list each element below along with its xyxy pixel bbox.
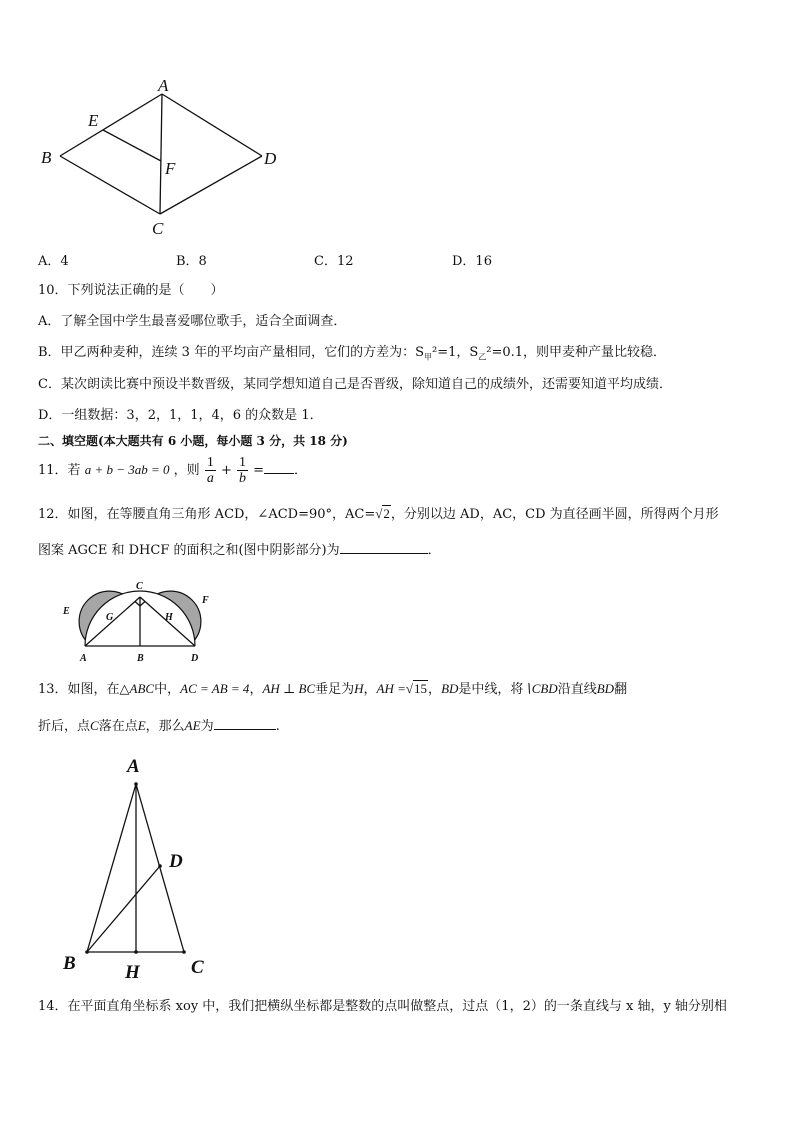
q9-choice-c: C．12 — [314, 254, 354, 269]
label-b: B — [41, 148, 52, 167]
q13-line-1: 13．如图，在△ABC中，AC = AB = 4，AH ⊥ BC垂足为H，AH =√15，BD是中线，将∖CBD沿直线BD翻 — [38, 681, 628, 697]
label-c: C — [136, 581, 143, 592]
edge-bc — [60, 156, 160, 214]
label-a: A — [80, 653, 87, 664]
q12-line-2: 图案 AGCE 和 DHCF 的面积之和(图中阴影部分)为 ． — [38, 543, 441, 558]
label-a: A — [127, 756, 140, 777]
q9-choice-b: B．8 — [176, 254, 207, 269]
label-b: B — [137, 653, 144, 664]
q11-fraction-2: $\frac{1}{b}$ — [239, 455, 246, 486]
label-f: F — [202, 595, 209, 606]
label-d: D — [191, 653, 199, 664]
q9-choice-a: A．4 — [38, 254, 69, 269]
label-c: C — [152, 219, 164, 238]
point-h — [134, 950, 138, 954]
q11-line: 11．若 a + b − 3ab = 0 ，则 $\frac{1}{a}$ + $\frac{1}{b}$ = ． — [38, 455, 308, 486]
segment-ac — [160, 94, 162, 214]
segment-ef — [103, 130, 161, 161]
label-g: G — [106, 612, 114, 623]
lune-figure — [60, 578, 220, 664]
q14-line: 14．在平面直角坐标系 xoy 中，我们把横纵坐标都是整数的点叫做整点，过点（1，2）的一条直线与 x 轴，y 轴分别相 — [38, 999, 727, 1014]
point-b — [85, 950, 89, 954]
sqrt-2: √2 — [375, 506, 390, 521]
q10-option-d: D．一组数据：3，2，1，1，4，6 的众数是 1． — [38, 408, 323, 423]
point-a — [134, 782, 138, 786]
q13-line-2: 折后，点C落在点E，那么AE为 . — [38, 718, 280, 734]
q11-answer-blank[interactable] — [264, 461, 294, 474]
q11-fraction-1: $\frac{1}{a}$ — [206, 455, 214, 486]
point-d — [158, 864, 162, 868]
label-c: C — [191, 957, 204, 978]
triangle-figure — [55, 752, 225, 984]
q9-choice-d: D．16 — [452, 254, 492, 269]
q10-option-b: B．甲乙两种麦种，连续 3 年的平均亩产量相同，它们的方差为：$S_甲^2=1$，$S_乙^2=0.1$，则甲麦种产量比较稳． — [38, 345, 667, 362]
segment-bd — [87, 866, 160, 952]
label-b: B — [63, 953, 76, 974]
label-d: D — [169, 851, 183, 872]
label-d: D — [264, 149, 277, 168]
label-e: E — [63, 606, 70, 617]
q13-answer-blank[interactable] — [214, 717, 276, 730]
point-c — [182, 950, 186, 954]
q10-stem: 10．下列说法正确的是（ ） — [38, 283, 224, 298]
label-h: H — [165, 612, 173, 623]
sqrt-15: √15 — [405, 681, 428, 696]
segment-ab — [87, 784, 136, 952]
rhombus-figure — [36, 76, 286, 241]
q10-option-a: A．了解全国中学生最喜爱哪位歌手，适合全面调查． — [38, 314, 347, 329]
label-h: H — [125, 962, 140, 983]
edge-ad — [162, 94, 262, 156]
q10-option-c: C．某次朗读比赛中预设半数晋级，某同学想知道自己是否晋级，除知道自己的成绩外，还需要知道平均成绩． — [38, 377, 672, 392]
label-f: F — [165, 159, 176, 178]
label-e: E — [88, 111, 99, 130]
label-a: A — [158, 76, 169, 95]
q12-answer-blank[interactable] — [340, 541, 428, 554]
q12-line-1: 12．如图，在等腰直角三角形 ACD，∠ACD=90°，AC=√2，分别以边 AD，AC，CD 为直径画半圆，所得两个月形 — [38, 506, 719, 522]
section-heading: 二、填空题(本大题共有 6 小题，每小题 3 分，共 18 分) — [38, 434, 348, 448]
edge-ab — [60, 94, 162, 156]
